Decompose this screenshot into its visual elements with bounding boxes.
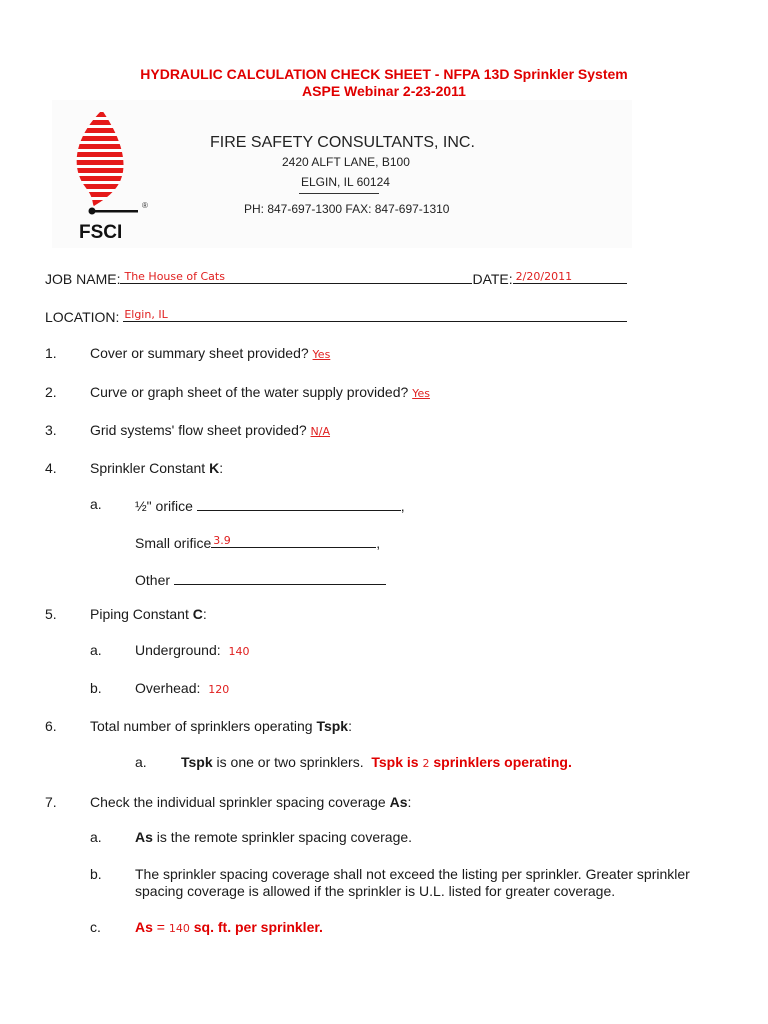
item-6-bold: Tspk [316,718,349,734]
page-title: HYDRAULIC CALCULATION CHECK SHEET - NFPA 13D Sprinkler System [140,66,628,82]
item-4c-text: Other [135,572,171,588]
item-5a-text: Underground: [135,642,221,658]
item-7c-value: 140 [168,922,190,935]
item-number: 7. [45,794,57,810]
item-6a [181,754,572,770]
item-7 [90,794,411,810]
job-name-row [45,269,627,287]
sub-letter: a. [90,642,102,658]
item-4-colon: : [219,460,224,476]
item-6a-red-1: Tspk is [371,754,423,770]
address-line-2: ELGIN, IL 60124 [301,175,390,189]
job-name-value: The House of Cats [124,270,225,283]
date-value: 2/20/2011 [515,270,573,283]
item-5a [135,642,250,658]
item-number: 3. [45,422,57,438]
item-7-bold: As [389,794,408,810]
item-4b-text: Small orifice [135,535,212,551]
item-5 [90,606,207,622]
item-7-text: Check the individual sprinkler spacing coverage [90,794,390,810]
item-5-bold: C [192,606,203,622]
page-subtitle: ASPE Webinar 2-23-2011 [302,83,466,99]
item-7a-text: is the remote sprinkler spacing coverage. [152,829,413,845]
item-number: 6. [45,718,57,734]
item-3-text: Grid systems' flow sheet provided? [90,422,307,438]
item-5b-text: Overhead: [135,680,201,696]
item-4 [90,460,223,476]
item-4b-value: 3.9 [213,534,231,547]
flame-logo-icon [64,108,164,218]
phone-fax: PH: 847-697-1300 FAX: 847-697-1310 [244,202,450,216]
date-label: DATE: [472,271,513,287]
item-4a-comma: , [400,498,405,514]
item-1-answer: Yes [312,348,331,361]
sub-letter: b. [90,680,102,696]
item-2-answer: Yes [412,387,430,400]
logo-text: FSCI [79,222,123,243]
item-number: 2. [45,384,57,400]
sub-letter: a. [135,754,147,770]
letterhead-divider [299,193,379,194]
item-4a-field [197,496,401,511]
item-4b [135,533,380,551]
item-7b-line-1: The sprinkler spacing coverage shall not exceed the listing per sprinkler. Greater sprinkler [135,866,690,882]
item-7-colon: : [407,794,412,810]
item-6-text: Total number of sprinklers operating [90,718,317,734]
sub-letter: a. [90,496,102,512]
item-4-bold: K [209,460,220,476]
item-5-text: Piping Constant [90,606,193,622]
item-2 [90,384,430,400]
item-7a [135,829,412,845]
item-number: 4. [45,460,57,476]
sub-letter: b. [90,866,102,882]
item-4c-field [174,570,386,585]
item-4-text: Sprinkler Constant [90,460,210,476]
item-5a-value: 140 [228,645,250,658]
item-5b-value: 120 [208,683,230,696]
item-6a-text: is one or two sprinklers. [212,754,364,770]
item-6a-value: 2 [422,757,430,770]
registered-mark: ® [142,201,148,210]
item-4a [135,496,405,514]
item-3-answer: N/A [310,425,331,438]
location-label: LOCATION: [45,309,120,325]
item-4a-text: ½" orifice [135,498,193,514]
item-6 [90,718,352,734]
item-1-text: Cover or summary sheet provided? [90,345,309,361]
location-field [123,307,627,322]
item-7b-line-2: spacing coverage is allowed if the sprinkler is U.L. listed for greater coverage. [135,883,616,899]
location-value: Elgin, IL [124,308,168,321]
item-7c [135,919,323,935]
item-3 [90,422,330,438]
item-6-colon: : [348,718,352,734]
item-number: 1. [45,345,57,361]
item-6a-bold: Tspk [181,754,213,770]
item-number: 5. [45,606,57,622]
item-7c-red-2: sq. ft. per sprinkler. [189,919,323,935]
item-4b-field [211,533,376,548]
location-row [45,307,627,325]
company-name: FIRE SAFETY CONSULTANTS, INC. [210,134,475,151]
item-7c-red-1: As [135,919,153,935]
sub-letter: a. [90,829,102,845]
item-1 [90,345,330,361]
item-5-colon: : [202,606,207,622]
item-7c-equals: = [152,919,169,935]
item-6a-red-2: sprinklers operating. [429,754,572,770]
address-line-1: 2420 ALFT LANE, B100 [282,155,410,169]
item-7a-bold: As [135,829,153,845]
item-2-text: Curve or graph sheet of the water supply provided? [90,384,409,400]
item-4b-comma: , [376,535,381,551]
date-field [513,269,627,284]
item-5b [135,680,229,696]
sub-letter: c. [90,919,101,935]
item-4c [135,570,386,588]
job-name-field [120,269,472,284]
job-name-label: JOB NAME: [45,271,121,287]
